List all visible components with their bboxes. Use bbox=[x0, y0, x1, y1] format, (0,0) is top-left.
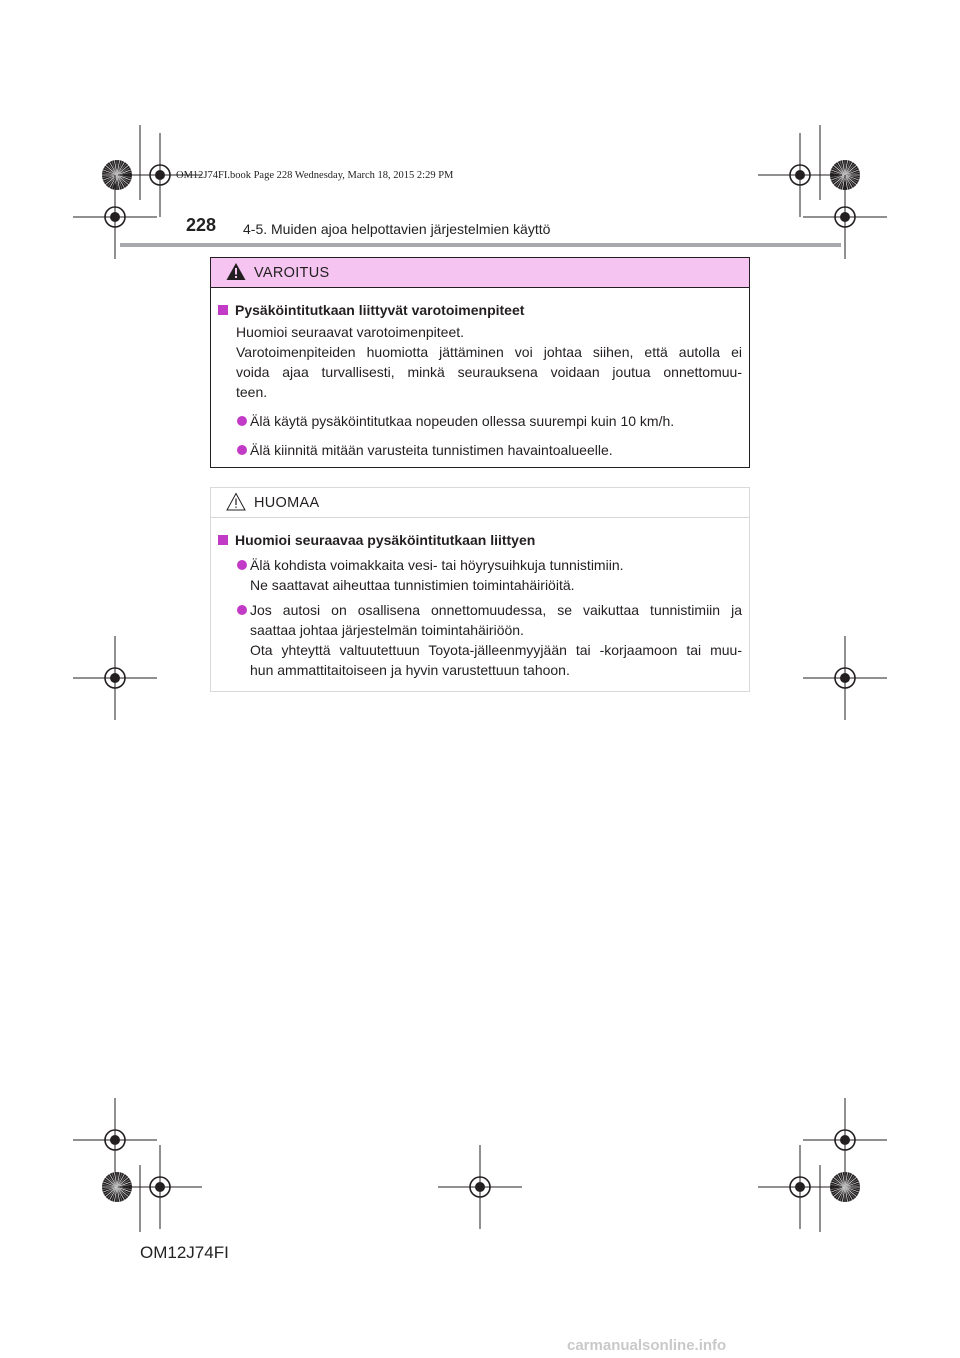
notice-heading-text: Huomioi seuraavaa pysäköintitutkaan liittyen bbox=[235, 532, 536, 548]
caution-triangle-icon bbox=[226, 492, 246, 511]
target-top-left-inner-dot bbox=[155, 170, 165, 180]
warning-box bbox=[210, 257, 750, 468]
section-title: 4-5. Muiden ajoa helpottavien järjestelmien käyttö bbox=[243, 221, 551, 237]
round-bullet-icon bbox=[237, 560, 247, 570]
bullet-line: saattaa johtaa järjestelmän toimintahäiriöön. bbox=[250, 622, 524, 638]
warning-box-header bbox=[211, 258, 749, 288]
target-mid-left-dot bbox=[110, 673, 120, 683]
bullet-line: Jos autosi on osallisena onnettomuudessa, se vaikuttaa tunnistimiin ja bbox=[250, 602, 742, 618]
paragraph-line: teen. bbox=[236, 384, 268, 400]
target-top-right-inner-dot bbox=[795, 170, 805, 180]
page-number: 228 bbox=[186, 215, 217, 235]
target-top-left-dot bbox=[110, 212, 120, 222]
warning-label: VAROITUS bbox=[254, 265, 330, 281]
paragraph-line: Huomioi seuraavat varotoimenpiteet. bbox=[236, 324, 465, 340]
warning-triangle-icon bbox=[226, 262, 246, 281]
target-mid-right-dot bbox=[840, 673, 850, 683]
bullet-text: Älä kiinnitä mitään varusteita tunnistimen havaintoalueelle. bbox=[250, 442, 613, 458]
notice-heading bbox=[218, 530, 742, 550]
paragraph-line: voida ajaa turvallisesti, minkä seurauksena voidaan joutua onnettomuu- bbox=[236, 364, 742, 380]
notice-label: HUOMAA bbox=[254, 495, 320, 511]
bullet-text: Älä käytä pysäköintitutkaa nopeuden ollessa suurempi kuin 10 km/h. bbox=[250, 413, 675, 429]
target-bottom-center-dot bbox=[475, 1182, 485, 1192]
notice-bullet bbox=[218, 555, 742, 595]
notice-bullet bbox=[218, 600, 742, 680]
warning-heading-text: Pysäköintitutkaan liittyvät varotoimenpiteet bbox=[235, 302, 525, 318]
warning-heading bbox=[218, 300, 742, 320]
round-bullet-icon bbox=[237, 416, 247, 426]
warning-bullet bbox=[218, 440, 742, 460]
bullet-line: Ota yhteyttä valtuutettuun Toyota-jälleenmyyjään tai -korjaamoon tai muu- bbox=[250, 642, 742, 658]
bullet-line: Älä kohdista voimakkaita vesi- tai höyrysuihkuja tunnistimiin. bbox=[250, 557, 624, 573]
bullet-line: Ne saattavat aiheuttaa tunnistimien toimintahäiriöitä. bbox=[250, 577, 575, 593]
manual-code: OM12J74FI bbox=[140, 1243, 229, 1262]
warning-paragraph bbox=[218, 322, 742, 402]
bullet-line: hun ammattitaitoiseen ja hyvin varustettuun tahoon. bbox=[250, 662, 570, 678]
target-bottom-right-dot bbox=[840, 1135, 850, 1145]
square-bullet-icon bbox=[218, 535, 228, 545]
notice-box-body bbox=[211, 518, 749, 680]
square-bullet-icon bbox=[218, 305, 228, 315]
round-bullet-icon bbox=[237, 605, 247, 615]
target-bottom-left-inner-dot bbox=[155, 1182, 165, 1192]
warning-box-body bbox=[211, 288, 749, 460]
header-rule bbox=[120, 243, 841, 247]
watermark: carmanualsonline.info bbox=[567, 1337, 727, 1354]
warning-bullet bbox=[218, 411, 742, 431]
notice-box bbox=[210, 487, 750, 692]
round-bullet-icon bbox=[237, 445, 247, 455]
notice-box-header bbox=[211, 488, 749, 518]
target-bottom-left-dot bbox=[110, 1135, 120, 1145]
target-bottom-right-inner-dot bbox=[795, 1182, 805, 1192]
paragraph-line: Varotoimenpiteiden huomiotta jättäminen voi johtaa siihen, että autolla ei bbox=[236, 344, 742, 360]
target-top-right-dot bbox=[840, 212, 850, 222]
print-info-line: OM12J74FI.book Page 228 Wednesday, March 18, 2015 2:29 PM bbox=[176, 170, 454, 181]
